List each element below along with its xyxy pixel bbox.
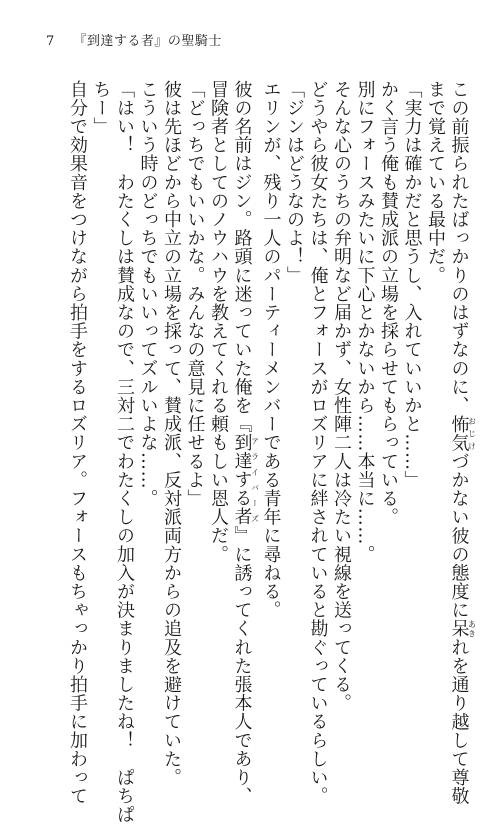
text-line: 別にフォースみたいに下心とかないから……本当に……。 — [354, 80, 376, 564]
text-line: 自分で効果音をつけながら拍手をするロズリア。フォースもちゃっかり拍手に加わって — [67, 80, 88, 806]
text-line: 「はい！ わたくしは賛成なので、三対二でわたくしの加入が決まりましたね！ ぱちぱ — [114, 80, 135, 824]
text-line: エリンが、残り一人のパーティーメンバーである青年に尋ねる。 — [260, 80, 282, 620]
text-line: こういう時のどっちでもいいってズルいよな……。 — [137, 80, 159, 508]
page-number: 7 — [46, 34, 55, 49]
running-header — [46, 30, 222, 49]
text-line: 「実力は確かだと思うし、入れていいかと……」 — [401, 80, 423, 490]
text-line: ちー」 — [90, 80, 112, 136]
text-line: そんな心のうちの弁明など届かず、女性陣二人は冷たい視線を送ってくる。 — [331, 80, 352, 713]
text-line: この前振られたばっかりのはずなのに、怖気おじけづかない彼の態度に呆あきれを通り越して尊敬 — [448, 80, 477, 806]
book-title: 『到達する者』の聖騎士 — [73, 34, 222, 49]
text-line: まで覚えている最中だ。 — [425, 80, 446, 285]
text-line: 彼の名前はジン。路頭に迷っていた俺を『到達する者アライバーズ』に誘ってくれた張本人であり、 — [231, 80, 260, 806]
text-line: 冒険者としてのノウハウを教えてくれる頼もしい恩人だ。 — [208, 80, 229, 564]
text-line: 彼は先ほどから中立の立場を採って、賛成派、反対派両方からの追及を避けていた。 — [161, 80, 182, 787]
text-line: 「ジンはどうなのよ！」 — [284, 80, 305, 285]
vertical-body-text — [36, 80, 477, 824]
text-line: 「どっちでもいいかな。みんなの意見に任せるよ」 — [184, 80, 206, 508]
text-line: どうやら彼女たちは、俺とフォースがロズリアに絆されていると勘ぐっているらしい。 — [307, 80, 329, 806]
text-line: かく言う俺も賛成派の立場を採らせてもらっている。 — [378, 80, 399, 527]
